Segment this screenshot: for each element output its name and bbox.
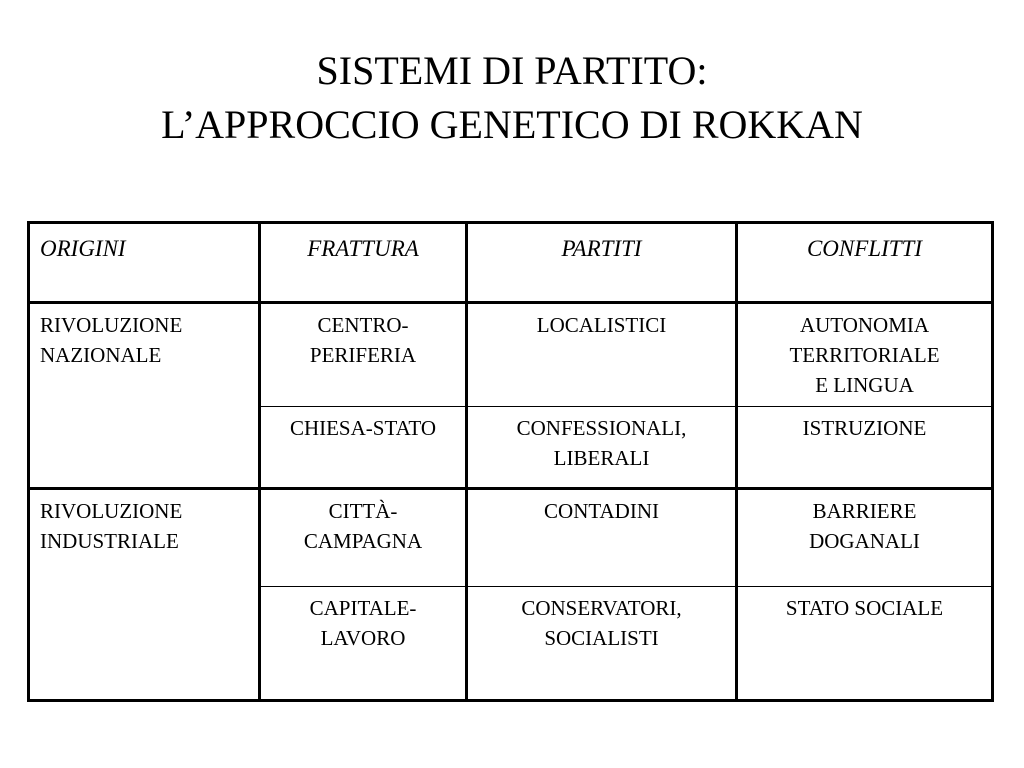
cell-text: RIVOLUZIONE xyxy=(40,313,183,337)
cell-text: CENTRO- xyxy=(317,313,409,337)
table-row xyxy=(29,303,993,407)
cell-text: NAZIONALE xyxy=(40,343,162,367)
cell-frattura xyxy=(260,407,467,489)
cell-text: E LINGUA xyxy=(815,373,914,397)
cell-frattura xyxy=(260,587,467,701)
cell-text: LOCALISTICI xyxy=(536,313,667,337)
cell-conflitti xyxy=(737,303,993,407)
cell-text: CONTADINI xyxy=(544,499,659,523)
cell-partiti xyxy=(467,587,737,701)
cell-text: DOGANALI xyxy=(809,529,920,553)
cell-conflitti xyxy=(737,407,993,489)
header-conflitti: CONFLITTI xyxy=(737,223,993,303)
header-partiti: PARTITI xyxy=(467,223,737,303)
cell-partiti xyxy=(467,303,737,407)
cell-text: STATO SOCIALE xyxy=(785,596,944,620)
cell-origin-industriale xyxy=(29,489,260,701)
cell-text: LAVORO xyxy=(320,626,406,650)
cell-partiti xyxy=(467,407,737,489)
cell-text: LIBERALI xyxy=(553,446,650,470)
cell-text: AUTONOMIA xyxy=(799,313,930,337)
cell-text: CITTÀ- xyxy=(328,499,398,523)
cell-text: CHIESA-STATO xyxy=(289,416,437,440)
cell-text: SOCIALISTI xyxy=(544,626,659,650)
cell-text: BARRIERE xyxy=(812,499,917,523)
cell-frattura xyxy=(260,303,467,407)
header-frattura: FRATTURA xyxy=(260,223,467,303)
cell-partiti xyxy=(467,489,737,587)
cell-conflitti xyxy=(737,489,993,587)
slide-title xyxy=(0,44,1024,152)
cell-text: PERIFERIA xyxy=(309,343,417,367)
cell-text: CONSERVATORI, xyxy=(521,596,682,620)
cell-text: CAMPAGNA xyxy=(303,529,423,553)
rokkan-table xyxy=(27,221,994,702)
cell-text: CAPITALE- xyxy=(309,596,417,620)
cell-text: ISTRUZIONE xyxy=(802,416,927,440)
cell-text: TERRITORIALE xyxy=(789,343,940,367)
table-row xyxy=(29,489,993,587)
cell-text: RIVOLUZIONE xyxy=(40,499,183,523)
cell-frattura xyxy=(260,489,467,587)
cell-text: CONFESSIONALI, xyxy=(516,416,687,440)
cell-origin-nazionale xyxy=(29,303,260,489)
cell-conflitti xyxy=(737,587,993,701)
slide-title-line-2: L’APPROCCIO GENETICO DI ROKKAN xyxy=(161,102,863,147)
slide-title-line-1: SISTEMI DI PARTITO: xyxy=(316,48,708,93)
header-origini: ORIGINI xyxy=(29,223,260,303)
table-header-row xyxy=(29,223,993,303)
cell-text: INDUSTRIALE xyxy=(40,529,179,553)
